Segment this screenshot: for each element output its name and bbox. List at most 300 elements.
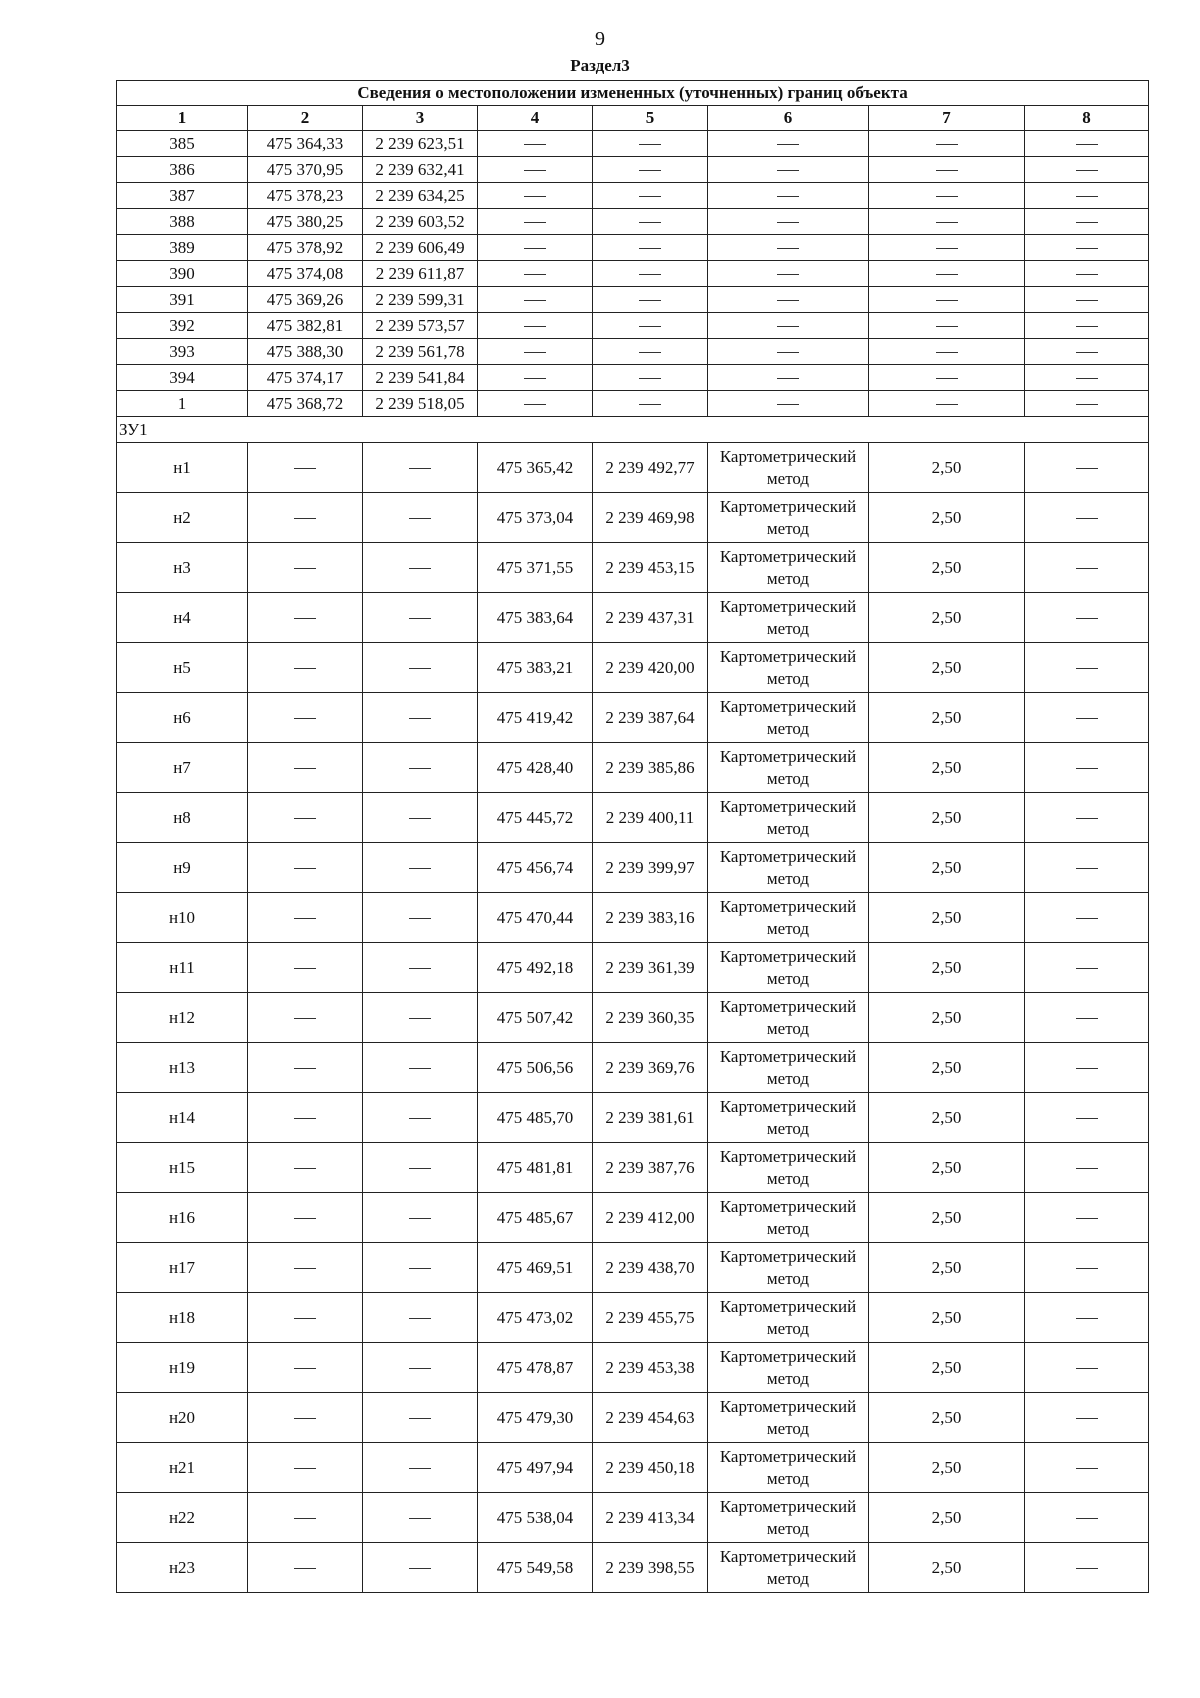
- column-number-row: [117, 106, 1149, 131]
- point-number-cell: н4: [117, 593, 248, 643]
- dash-mark: [409, 1168, 431, 1169]
- point-number-cell: н6: [117, 693, 248, 743]
- empty-cell: [478, 235, 593, 261]
- point-number-cell: 389: [117, 235, 248, 261]
- dash-mark: [936, 326, 958, 327]
- point-number-cell: н7: [117, 743, 248, 793]
- point-number-cell: н13: [117, 1043, 248, 1093]
- dash-mark: [936, 274, 958, 275]
- empty-cell: [248, 1343, 363, 1393]
- dash-mark: [1076, 144, 1098, 145]
- y-coordinate-cell: 2 239 603,52: [363, 209, 478, 235]
- dash-mark: [409, 1118, 431, 1119]
- y-coordinate-cell: 2 239 599,31: [363, 287, 478, 313]
- table-row: [117, 1493, 1149, 1543]
- dash-mark: [294, 1368, 316, 1369]
- accuracy-cell: 2,50: [869, 943, 1025, 993]
- table-row: [117, 391, 1149, 417]
- column-number: 4: [478, 106, 593, 131]
- point-number-cell: 393: [117, 339, 248, 365]
- empty-cell: [1025, 543, 1149, 593]
- dash-mark: [1076, 668, 1098, 669]
- dash-mark: [524, 378, 546, 379]
- empty-cell: [363, 693, 478, 743]
- y-coordinate-cell: 2 239 632,41: [363, 157, 478, 183]
- accuracy-cell: 2,50: [869, 543, 1025, 593]
- accuracy-cell: 2,50: [869, 993, 1025, 1043]
- dash-mark: [777, 352, 799, 353]
- empty-cell: [1025, 183, 1149, 209]
- dash-mark: [294, 1568, 316, 1569]
- empty-cell: [708, 391, 869, 417]
- empty-cell: [593, 339, 708, 365]
- empty-cell: [363, 1543, 478, 1593]
- new-x-coordinate-cell: 475 383,64: [478, 593, 593, 643]
- new-x-coordinate-cell: 475 469,51: [478, 1243, 593, 1293]
- dash-mark: [936, 404, 958, 405]
- dash-mark: [294, 1268, 316, 1269]
- dash-mark: [524, 404, 546, 405]
- new-y-coordinate-cell: 2 239 437,31: [593, 593, 708, 643]
- accuracy-cell: 2,50: [869, 593, 1025, 643]
- method-cell: Картометрический метод: [708, 1243, 869, 1293]
- empty-cell: [248, 743, 363, 793]
- empty-cell: [363, 543, 478, 593]
- table-row: [117, 1193, 1149, 1243]
- dash-mark: [409, 468, 431, 469]
- point-number-cell: н11: [117, 943, 248, 993]
- empty-cell: [248, 1443, 363, 1493]
- new-x-coordinate-cell: 475 383,21: [478, 643, 593, 693]
- group-row: [117, 417, 1149, 443]
- empty-cell: [708, 209, 869, 235]
- dash-mark: [409, 1218, 431, 1219]
- empty-cell: [1025, 1543, 1149, 1593]
- point-number-cell: 386: [117, 157, 248, 183]
- empty-cell: [478, 131, 593, 157]
- table-row: [117, 131, 1149, 157]
- dash-mark: [1076, 618, 1098, 619]
- existing-points-body: [117, 131, 1149, 417]
- method-cell: Картометрический метод: [708, 793, 869, 843]
- empty-cell: [1025, 743, 1149, 793]
- accuracy-cell: 2,50: [869, 1293, 1025, 1343]
- new-x-coordinate-cell: 475 456,74: [478, 843, 593, 893]
- dash-mark: [777, 222, 799, 223]
- new-x-coordinate-cell: 475 485,67: [478, 1193, 593, 1243]
- empty-cell: [363, 1443, 478, 1493]
- dash-mark: [1076, 196, 1098, 197]
- empty-cell: [1025, 1093, 1149, 1143]
- dash-mark: [936, 170, 958, 171]
- empty-cell: [363, 593, 478, 643]
- empty-cell: [363, 1343, 478, 1393]
- empty-cell: [1025, 593, 1149, 643]
- empty-cell: [363, 1393, 478, 1443]
- empty-cell: [1025, 157, 1149, 183]
- new-x-coordinate-cell: 475 428,40: [478, 743, 593, 793]
- empty-cell: [593, 391, 708, 417]
- empty-cell: [1025, 1043, 1149, 1093]
- point-number-cell: 1: [117, 391, 248, 417]
- empty-cell: [363, 993, 478, 1043]
- table-row: [117, 365, 1149, 391]
- dash-mark: [639, 222, 661, 223]
- column-number: 1: [117, 106, 248, 131]
- method-cell: Картометрический метод: [708, 1343, 869, 1393]
- dash-mark: [1076, 274, 1098, 275]
- dash-mark: [639, 378, 661, 379]
- y-coordinate-cell: 2 239 606,49: [363, 235, 478, 261]
- point-number-cell: н3: [117, 543, 248, 593]
- dash-mark: [294, 1018, 316, 1019]
- empty-cell: [363, 643, 478, 693]
- new-x-coordinate-cell: 475 371,55: [478, 543, 593, 593]
- empty-cell: [1025, 643, 1149, 693]
- empty-cell: [478, 391, 593, 417]
- empty-cell: [1025, 893, 1149, 943]
- table-row: [117, 943, 1149, 993]
- point-number-cell: н23: [117, 1543, 248, 1593]
- dash-mark: [294, 718, 316, 719]
- table-row: [117, 1543, 1149, 1593]
- empty-cell: [1025, 993, 1149, 1043]
- empty-cell: [708, 365, 869, 391]
- accuracy-cell: 2,50: [869, 893, 1025, 943]
- empty-cell: [248, 593, 363, 643]
- table-row: [117, 743, 1149, 793]
- empty-cell: [869, 209, 1025, 235]
- table-row: [117, 993, 1149, 1043]
- point-number-cell: н19: [117, 1343, 248, 1393]
- column-number: 2: [248, 106, 363, 131]
- new-y-coordinate-cell: 2 239 455,75: [593, 1293, 708, 1343]
- empty-cell: [1025, 843, 1149, 893]
- empty-cell: [1025, 1293, 1149, 1343]
- empty-cell: [248, 693, 363, 743]
- new-y-coordinate-cell: 2 239 412,00: [593, 1193, 708, 1243]
- method-cell: Картометрический метод: [708, 1293, 869, 1343]
- accuracy-cell: 2,50: [869, 1543, 1025, 1593]
- method-cell: Картометрический метод: [708, 743, 869, 793]
- table-row: [117, 1243, 1149, 1293]
- empty-cell: [248, 793, 363, 843]
- point-number-cell: 391: [117, 287, 248, 313]
- dash-mark: [936, 300, 958, 301]
- dash-mark: [409, 968, 431, 969]
- empty-cell: [593, 183, 708, 209]
- empty-cell: [1025, 391, 1149, 417]
- new-y-coordinate-cell: 2 239 369,76: [593, 1043, 708, 1093]
- empty-cell: [593, 209, 708, 235]
- empty-cell: [708, 313, 869, 339]
- point-number-cell: н10: [117, 893, 248, 943]
- table-row: [117, 1393, 1149, 1443]
- dash-mark: [936, 222, 958, 223]
- empty-cell: [1025, 793, 1149, 843]
- new-x-coordinate-cell: 475 492,18: [478, 943, 593, 993]
- accuracy-cell: 2,50: [869, 843, 1025, 893]
- dash-mark: [639, 300, 661, 301]
- dash-mark: [409, 1068, 431, 1069]
- empty-cell: [869, 183, 1025, 209]
- new-points-body: [117, 443, 1149, 1593]
- column-number: 5: [593, 106, 708, 131]
- dash-mark: [409, 768, 431, 769]
- accuracy-cell: 2,50: [869, 1443, 1025, 1493]
- method-cell: Картометрический метод: [708, 943, 869, 993]
- table-caption: Сведения о местоположении измененных (уточненных) границ объекта: [117, 81, 1149, 106]
- empty-cell: [869, 287, 1025, 313]
- new-x-coordinate-cell: 475 473,02: [478, 1293, 593, 1343]
- dash-mark: [1076, 868, 1098, 869]
- dash-mark: [409, 1468, 431, 1469]
- new-y-coordinate-cell: 2 239 387,64: [593, 693, 708, 743]
- empty-cell: [1025, 1493, 1149, 1543]
- empty-cell: [478, 209, 593, 235]
- point-number-cell: 392: [117, 313, 248, 339]
- empty-cell: [363, 843, 478, 893]
- dash-mark: [1076, 818, 1098, 819]
- dash-mark: [294, 518, 316, 519]
- point-number-cell: н20: [117, 1393, 248, 1443]
- new-x-coordinate-cell: 475 507,42: [478, 993, 593, 1043]
- empty-cell: [593, 313, 708, 339]
- new-y-coordinate-cell: 2 239 361,39: [593, 943, 708, 993]
- x-coordinate-cell: 475 364,33: [248, 131, 363, 157]
- dash-mark: [1076, 568, 1098, 569]
- dash-mark: [294, 1418, 316, 1419]
- dash-mark: [409, 1518, 431, 1519]
- dash-mark: [294, 1118, 316, 1119]
- dash-mark: [1076, 718, 1098, 719]
- accuracy-cell: 2,50: [869, 1243, 1025, 1293]
- empty-cell: [363, 1093, 478, 1143]
- dash-mark: [1076, 222, 1098, 223]
- empty-cell: [478, 287, 593, 313]
- y-coordinate-cell: 2 239 561,78: [363, 339, 478, 365]
- new-x-coordinate-cell: 475 538,04: [478, 1493, 593, 1543]
- table-row: [117, 209, 1149, 235]
- y-coordinate-cell: 2 239 573,57: [363, 313, 478, 339]
- new-y-coordinate-cell: 2 239 381,61: [593, 1093, 708, 1143]
- column-number: 6: [708, 106, 869, 131]
- dash-mark: [1076, 1068, 1098, 1069]
- dash-mark: [409, 1268, 431, 1269]
- table-row: [117, 693, 1149, 743]
- table-row: [117, 1093, 1149, 1143]
- empty-cell: [869, 365, 1025, 391]
- empty-cell: [363, 1493, 478, 1543]
- empty-cell: [478, 339, 593, 365]
- x-coordinate-cell: 475 380,25: [248, 209, 363, 235]
- method-cell: Картометрический метод: [708, 893, 869, 943]
- dash-mark: [1076, 1268, 1098, 1269]
- accuracy-cell: 2,50: [869, 1193, 1025, 1243]
- dash-mark: [294, 1468, 316, 1469]
- empty-cell: [248, 1193, 363, 1243]
- empty-cell: [708, 339, 869, 365]
- empty-cell: [1025, 1243, 1149, 1293]
- dash-mark: [639, 274, 661, 275]
- new-y-coordinate-cell: 2 239 450,18: [593, 1443, 708, 1493]
- table-row: [117, 493, 1149, 543]
- dash-mark: [524, 196, 546, 197]
- point-number-cell: н18: [117, 1293, 248, 1343]
- empty-cell: [363, 493, 478, 543]
- boundary-coordinates-table: [116, 80, 1149, 1593]
- new-x-coordinate-cell: 475 478,87: [478, 1343, 593, 1393]
- dash-mark: [294, 1318, 316, 1319]
- empty-cell: [1025, 943, 1149, 993]
- dash-mark: [294, 618, 316, 619]
- accuracy-cell: 2,50: [869, 643, 1025, 693]
- method-cell: Картометрический метод: [708, 1493, 869, 1543]
- new-y-coordinate-cell: 2 239 492,77: [593, 443, 708, 493]
- x-coordinate-cell: 475 368,72: [248, 391, 363, 417]
- new-y-coordinate-cell: 2 239 383,16: [593, 893, 708, 943]
- method-cell: Картометрический метод: [708, 1093, 869, 1143]
- empty-cell: [248, 1243, 363, 1293]
- dash-mark: [639, 170, 661, 171]
- dash-mark: [409, 1368, 431, 1369]
- dash-mark: [1076, 1518, 1098, 1519]
- method-cell: Картометрический метод: [708, 643, 869, 693]
- table-row: [117, 893, 1149, 943]
- empty-cell: [363, 1243, 478, 1293]
- empty-cell: [248, 993, 363, 1043]
- column-number: 7: [869, 106, 1025, 131]
- table-row: [117, 157, 1149, 183]
- method-cell: Картометрический метод: [708, 1193, 869, 1243]
- empty-cell: [363, 1143, 478, 1193]
- new-y-coordinate-cell: 2 239 469,98: [593, 493, 708, 543]
- dash-mark: [936, 378, 958, 379]
- dash-mark: [777, 170, 799, 171]
- empty-cell: [363, 893, 478, 943]
- dash-mark: [294, 768, 316, 769]
- y-coordinate-cell: 2 239 518,05: [363, 391, 478, 417]
- y-coordinate-cell: 2 239 611,87: [363, 261, 478, 287]
- dash-mark: [1076, 170, 1098, 171]
- dash-mark: [1076, 1418, 1098, 1419]
- empty-cell: [248, 443, 363, 493]
- dash-mark: [294, 568, 316, 569]
- dash-mark: [409, 918, 431, 919]
- empty-cell: [1025, 493, 1149, 543]
- section-title: Раздел3: [570, 56, 630, 75]
- empty-cell: [1025, 1343, 1149, 1393]
- point-number-cell: н5: [117, 643, 248, 693]
- dash-mark: [1076, 248, 1098, 249]
- x-coordinate-cell: 475 374,08: [248, 261, 363, 287]
- dash-mark: [1076, 1468, 1098, 1469]
- accuracy-cell: 2,50: [869, 1093, 1025, 1143]
- dash-mark: [409, 718, 431, 719]
- new-x-coordinate-cell: 475 506,56: [478, 1043, 593, 1093]
- method-cell: Картометрический метод: [708, 1043, 869, 1093]
- new-y-coordinate-cell: 2 239 438,70: [593, 1243, 708, 1293]
- empty-cell: [478, 313, 593, 339]
- empty-cell: [1025, 443, 1149, 493]
- x-coordinate-cell: 475 374,17: [248, 365, 363, 391]
- dash-mark: [294, 468, 316, 469]
- empty-cell: [1025, 131, 1149, 157]
- empty-cell: [869, 313, 1025, 339]
- new-x-coordinate-cell: 475 549,58: [478, 1543, 593, 1593]
- new-y-coordinate-cell: 2 239 360,35: [593, 993, 708, 1043]
- dash-mark: [1076, 1368, 1098, 1369]
- accuracy-cell: 2,50: [869, 1493, 1025, 1543]
- dash-mark: [409, 568, 431, 569]
- y-coordinate-cell: 2 239 541,84: [363, 365, 478, 391]
- empty-cell: [869, 391, 1025, 417]
- dash-mark: [777, 274, 799, 275]
- new-y-coordinate-cell: 2 239 399,97: [593, 843, 708, 893]
- point-number-cell: н9: [117, 843, 248, 893]
- dash-mark: [936, 144, 958, 145]
- empty-cell: [248, 1093, 363, 1143]
- dash-mark: [777, 404, 799, 405]
- dash-mark: [524, 300, 546, 301]
- dash-mark: [777, 196, 799, 197]
- dash-mark: [936, 352, 958, 353]
- dash-mark: [777, 248, 799, 249]
- table-row: [117, 443, 1149, 493]
- point-number-cell: н15: [117, 1143, 248, 1193]
- table-row: [117, 287, 1149, 313]
- empty-cell: [1025, 261, 1149, 287]
- point-number-cell: н21: [117, 1443, 248, 1493]
- dash-mark: [409, 868, 431, 869]
- dash-mark: [294, 1168, 316, 1169]
- table-row: [117, 543, 1149, 593]
- table-row: [117, 1293, 1149, 1343]
- empty-cell: [593, 287, 708, 313]
- empty-cell: [1025, 1143, 1149, 1193]
- empty-cell: [478, 157, 593, 183]
- method-cell: Картометрический метод: [708, 843, 869, 893]
- empty-cell: [363, 943, 478, 993]
- table-row: [117, 1443, 1149, 1493]
- dash-mark: [524, 274, 546, 275]
- table-row: [117, 261, 1149, 287]
- dash-mark: [409, 1418, 431, 1419]
- point-number-cell: 388: [117, 209, 248, 235]
- y-coordinate-cell: 2 239 623,51: [363, 131, 478, 157]
- dash-mark: [294, 1518, 316, 1519]
- dash-mark: [409, 818, 431, 819]
- empty-cell: [1025, 365, 1149, 391]
- new-y-coordinate-cell: 2 239 454,63: [593, 1393, 708, 1443]
- dash-mark: [1076, 1218, 1098, 1219]
- new-x-coordinate-cell: 475 445,72: [478, 793, 593, 843]
- empty-cell: [248, 1493, 363, 1543]
- empty-cell: [593, 157, 708, 183]
- new-x-coordinate-cell: 475 479,30: [478, 1393, 593, 1443]
- table-row: [117, 593, 1149, 643]
- new-x-coordinate-cell: 475 365,42: [478, 443, 593, 493]
- dash-mark: [777, 326, 799, 327]
- new-y-coordinate-cell: 2 239 420,00: [593, 643, 708, 693]
- dash-mark: [936, 248, 958, 249]
- empty-cell: [478, 365, 593, 391]
- empty-cell: [248, 1043, 363, 1093]
- dash-mark: [409, 518, 431, 519]
- method-cell: Картометрический метод: [708, 443, 869, 493]
- dash-mark: [294, 968, 316, 969]
- point-number-cell: н17: [117, 1243, 248, 1293]
